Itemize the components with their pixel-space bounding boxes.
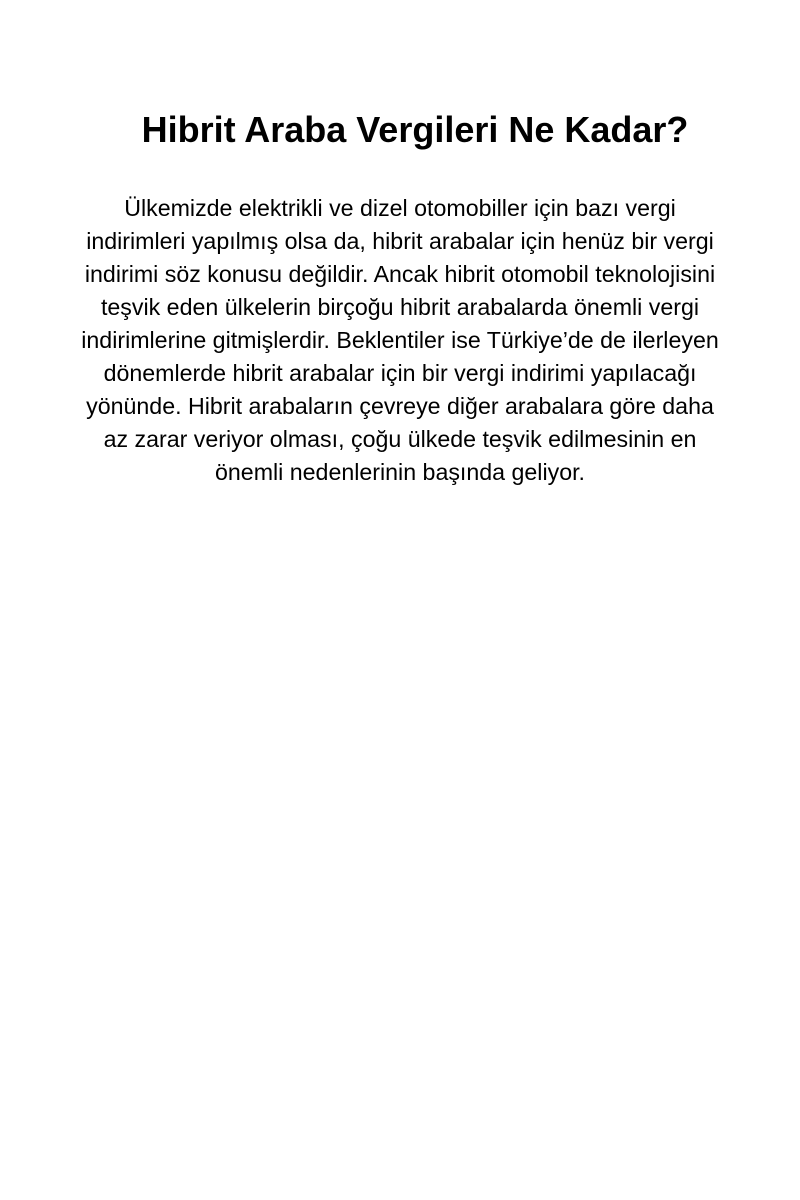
body-paragraph <box>60 192 740 489</box>
page-title: Hibrit Araba Vergileri Ne Kadar? <box>141 109 689 150</box>
paragraph-line: Ülkemizde elektrikli ve dizel otomobiller için bazı vergi <box>124 195 676 221</box>
paragraph-line: indirimi söz konusu değildir. Ancak hibrit otomobil teknolojisini <box>84 261 716 287</box>
paragraph-line: indirimlerine gitmişlerdir. Beklentiler ise Türkiye’de de ilerleyen <box>81 327 719 353</box>
paragraph-line: indirimleri yapılmış olsa da, hibrit arabalar için henüz bir vergi <box>86 228 714 254</box>
paragraph-line: önemli nedenlerinin başında geliyor. <box>215 459 585 485</box>
paragraph-line: yönünde. Hibrit arabaların çevreye diğer arabalara göre daha <box>86 393 714 419</box>
paragraph-line: az zarar veriyor olması, çoğu ülkede teşvik edilmesinin en <box>103 426 697 452</box>
paragraph-line: teşvik eden ülkelerin birçoğu hibrit arabalarda önemli vergi <box>100 294 700 320</box>
paragraph-line: dönemlerde hibrit arabalar için bir vergi indirimi yapılacağı <box>103 360 697 386</box>
